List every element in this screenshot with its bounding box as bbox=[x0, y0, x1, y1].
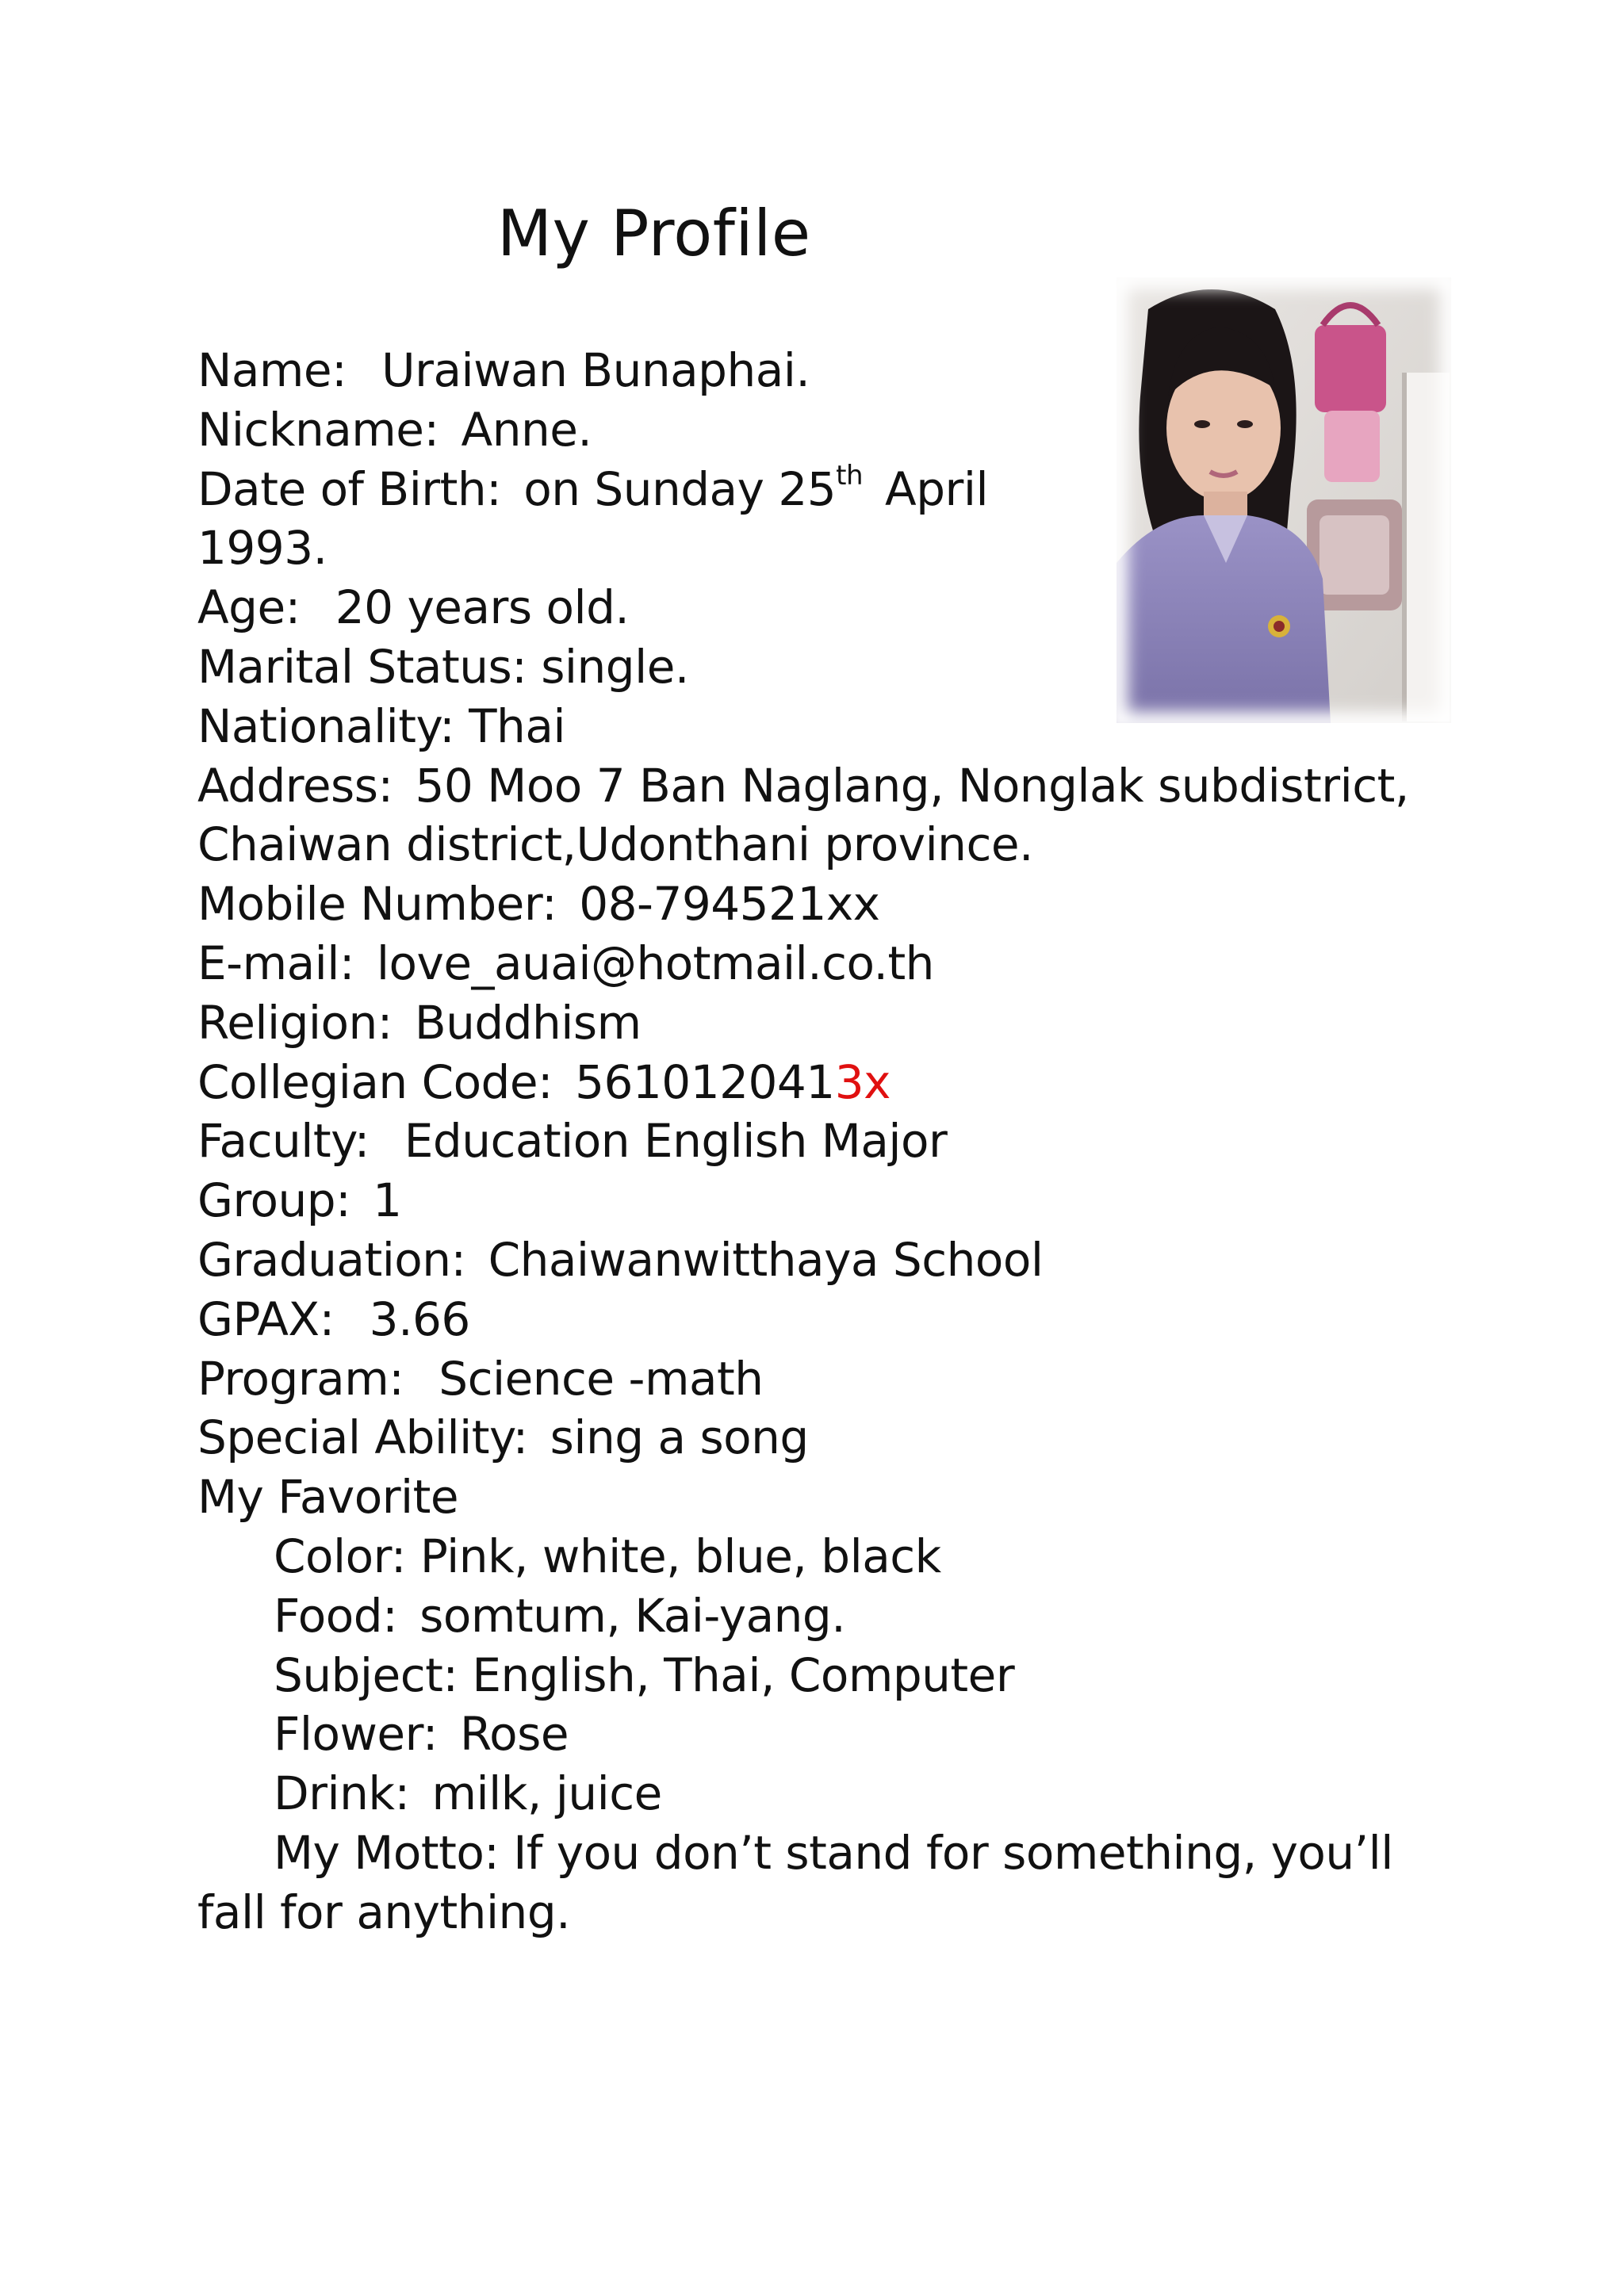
email-row bbox=[197, 934, 1434, 993]
gpax-label: GPAX: bbox=[197, 1292, 335, 1346]
motto-row bbox=[197, 1823, 1434, 1883]
profile-details bbox=[197, 341, 1434, 1942]
gpax-value: 3.66 bbox=[369, 1292, 470, 1346]
favorite-subject-row bbox=[197, 1646, 1434, 1705]
nickname-value: Anne. bbox=[461, 402, 592, 457]
address-label: Address: bbox=[197, 758, 393, 813]
collegian-label: Collegian Code: bbox=[197, 1054, 553, 1109]
faculty-value: Education English Major bbox=[404, 1114, 948, 1169]
email-value: love_auai@hotmail.co.th bbox=[376, 936, 934, 990]
favorite-drink-row bbox=[197, 1764, 1434, 1823]
motto-line2: fall for anything. bbox=[197, 1885, 571, 1939]
favorite-color-row bbox=[197, 1527, 1434, 1586]
favorite-drink-value: milk, juice bbox=[431, 1766, 662, 1821]
dob-label: Date of Birth: bbox=[197, 461, 502, 516]
nationality-value: Thai bbox=[469, 698, 565, 753]
ability-label: Special Ability: bbox=[197, 1410, 528, 1465]
graduation-row bbox=[197, 1230, 1434, 1290]
favorite-color-value: Pink, white, blue, black bbox=[419, 1529, 941, 1583]
ability-value: sing a song bbox=[550, 1410, 809, 1465]
dob-year-row bbox=[197, 519, 1434, 578]
collegian-row bbox=[197, 1053, 1434, 1112]
name-value: Uraiwan Bunaphai. bbox=[381, 343, 810, 397]
marital-value: single. bbox=[541, 639, 689, 694]
graduation-label: Graduation: bbox=[197, 1232, 466, 1287]
faculty-label: Faculty: bbox=[197, 1114, 370, 1169]
dob-row bbox=[197, 460, 1434, 519]
marital-label: Marital Status: bbox=[197, 639, 527, 694]
email-label: E-mail: bbox=[197, 936, 354, 990]
dob-month: April bbox=[885, 461, 989, 516]
nationality-label: Nationality: bbox=[197, 698, 455, 753]
favorite-color-label: Color: bbox=[274, 1529, 406, 1583]
favorite-food-value: somtum, Kai-yang. bbox=[419, 1588, 846, 1643]
nickname-label: Nickname: bbox=[197, 402, 439, 457]
group-value: 1 bbox=[373, 1173, 402, 1228]
address-row bbox=[197, 756, 1434, 816]
age-label: Age: bbox=[197, 580, 301, 635]
faculty-row bbox=[197, 1112, 1434, 1171]
religion-value: Buddhism bbox=[414, 995, 642, 1050]
address-line2: Chaiwan district,Udonthani province. bbox=[197, 817, 1033, 872]
favorite-food-row bbox=[197, 1586, 1434, 1646]
favorite-subject-label: Subject: bbox=[274, 1647, 458, 1702]
motto-line1: If you don’t stand for something, you’ll bbox=[513, 1825, 1393, 1880]
collegian-value: 561012041 bbox=[575, 1054, 835, 1109]
motto-label: My Motto: bbox=[274, 1825, 500, 1880]
motto-row-2 bbox=[197, 1883, 1434, 1942]
program-row bbox=[197, 1349, 1434, 1409]
name-label: Name: bbox=[197, 343, 347, 397]
dob-prefix: on Sunday 25 bbox=[523, 461, 837, 516]
collegian-value-highlight: 3x bbox=[834, 1054, 891, 1109]
nickname-row bbox=[197, 400, 1434, 460]
address-line1: 50 Moo 7 Ban Naglang, Nonglak subdistrict, bbox=[415, 758, 1409, 813]
age-row bbox=[197, 578, 1434, 637]
dob-year: 1993. bbox=[197, 521, 327, 576]
marital-row bbox=[197, 637, 1434, 697]
ability-row bbox=[197, 1408, 1434, 1468]
group-row bbox=[197, 1171, 1434, 1230]
favorite-drink-label: Drink: bbox=[274, 1766, 410, 1821]
religion-label: Religion: bbox=[197, 995, 393, 1050]
religion-row bbox=[197, 993, 1434, 1053]
name-row bbox=[197, 341, 1434, 400]
gpax-row bbox=[197, 1290, 1434, 1349]
group-label: Group: bbox=[197, 1173, 351, 1228]
program-label: Program: bbox=[197, 1351, 404, 1406]
favorite-subject-value: English, Thai, Computer bbox=[472, 1647, 1015, 1702]
mobile-label: Mobile Number: bbox=[197, 877, 557, 932]
favorite-flower-label: Flower: bbox=[274, 1707, 438, 1762]
favorite-flower-row bbox=[197, 1705, 1434, 1764]
mobile-row bbox=[197, 874, 1434, 934]
nationality-row bbox=[197, 697, 1434, 756]
page-title: My Profile bbox=[497, 197, 811, 270]
favorite-heading: My Favorite bbox=[197, 1470, 459, 1525]
favorite-heading-row bbox=[197, 1468, 1434, 1527]
dob-ordinal: th bbox=[836, 459, 864, 492]
favorite-flower-value: Rose bbox=[459, 1707, 569, 1762]
graduation-value: Chaiwanwitthaya School bbox=[488, 1232, 1044, 1287]
mobile-value: 08-794521xx bbox=[579, 877, 880, 932]
program-value: Science -math bbox=[439, 1351, 764, 1406]
address-row-2 bbox=[197, 815, 1434, 874]
age-value: 20 years old. bbox=[335, 580, 630, 635]
favorite-food-label: Food: bbox=[274, 1588, 398, 1643]
